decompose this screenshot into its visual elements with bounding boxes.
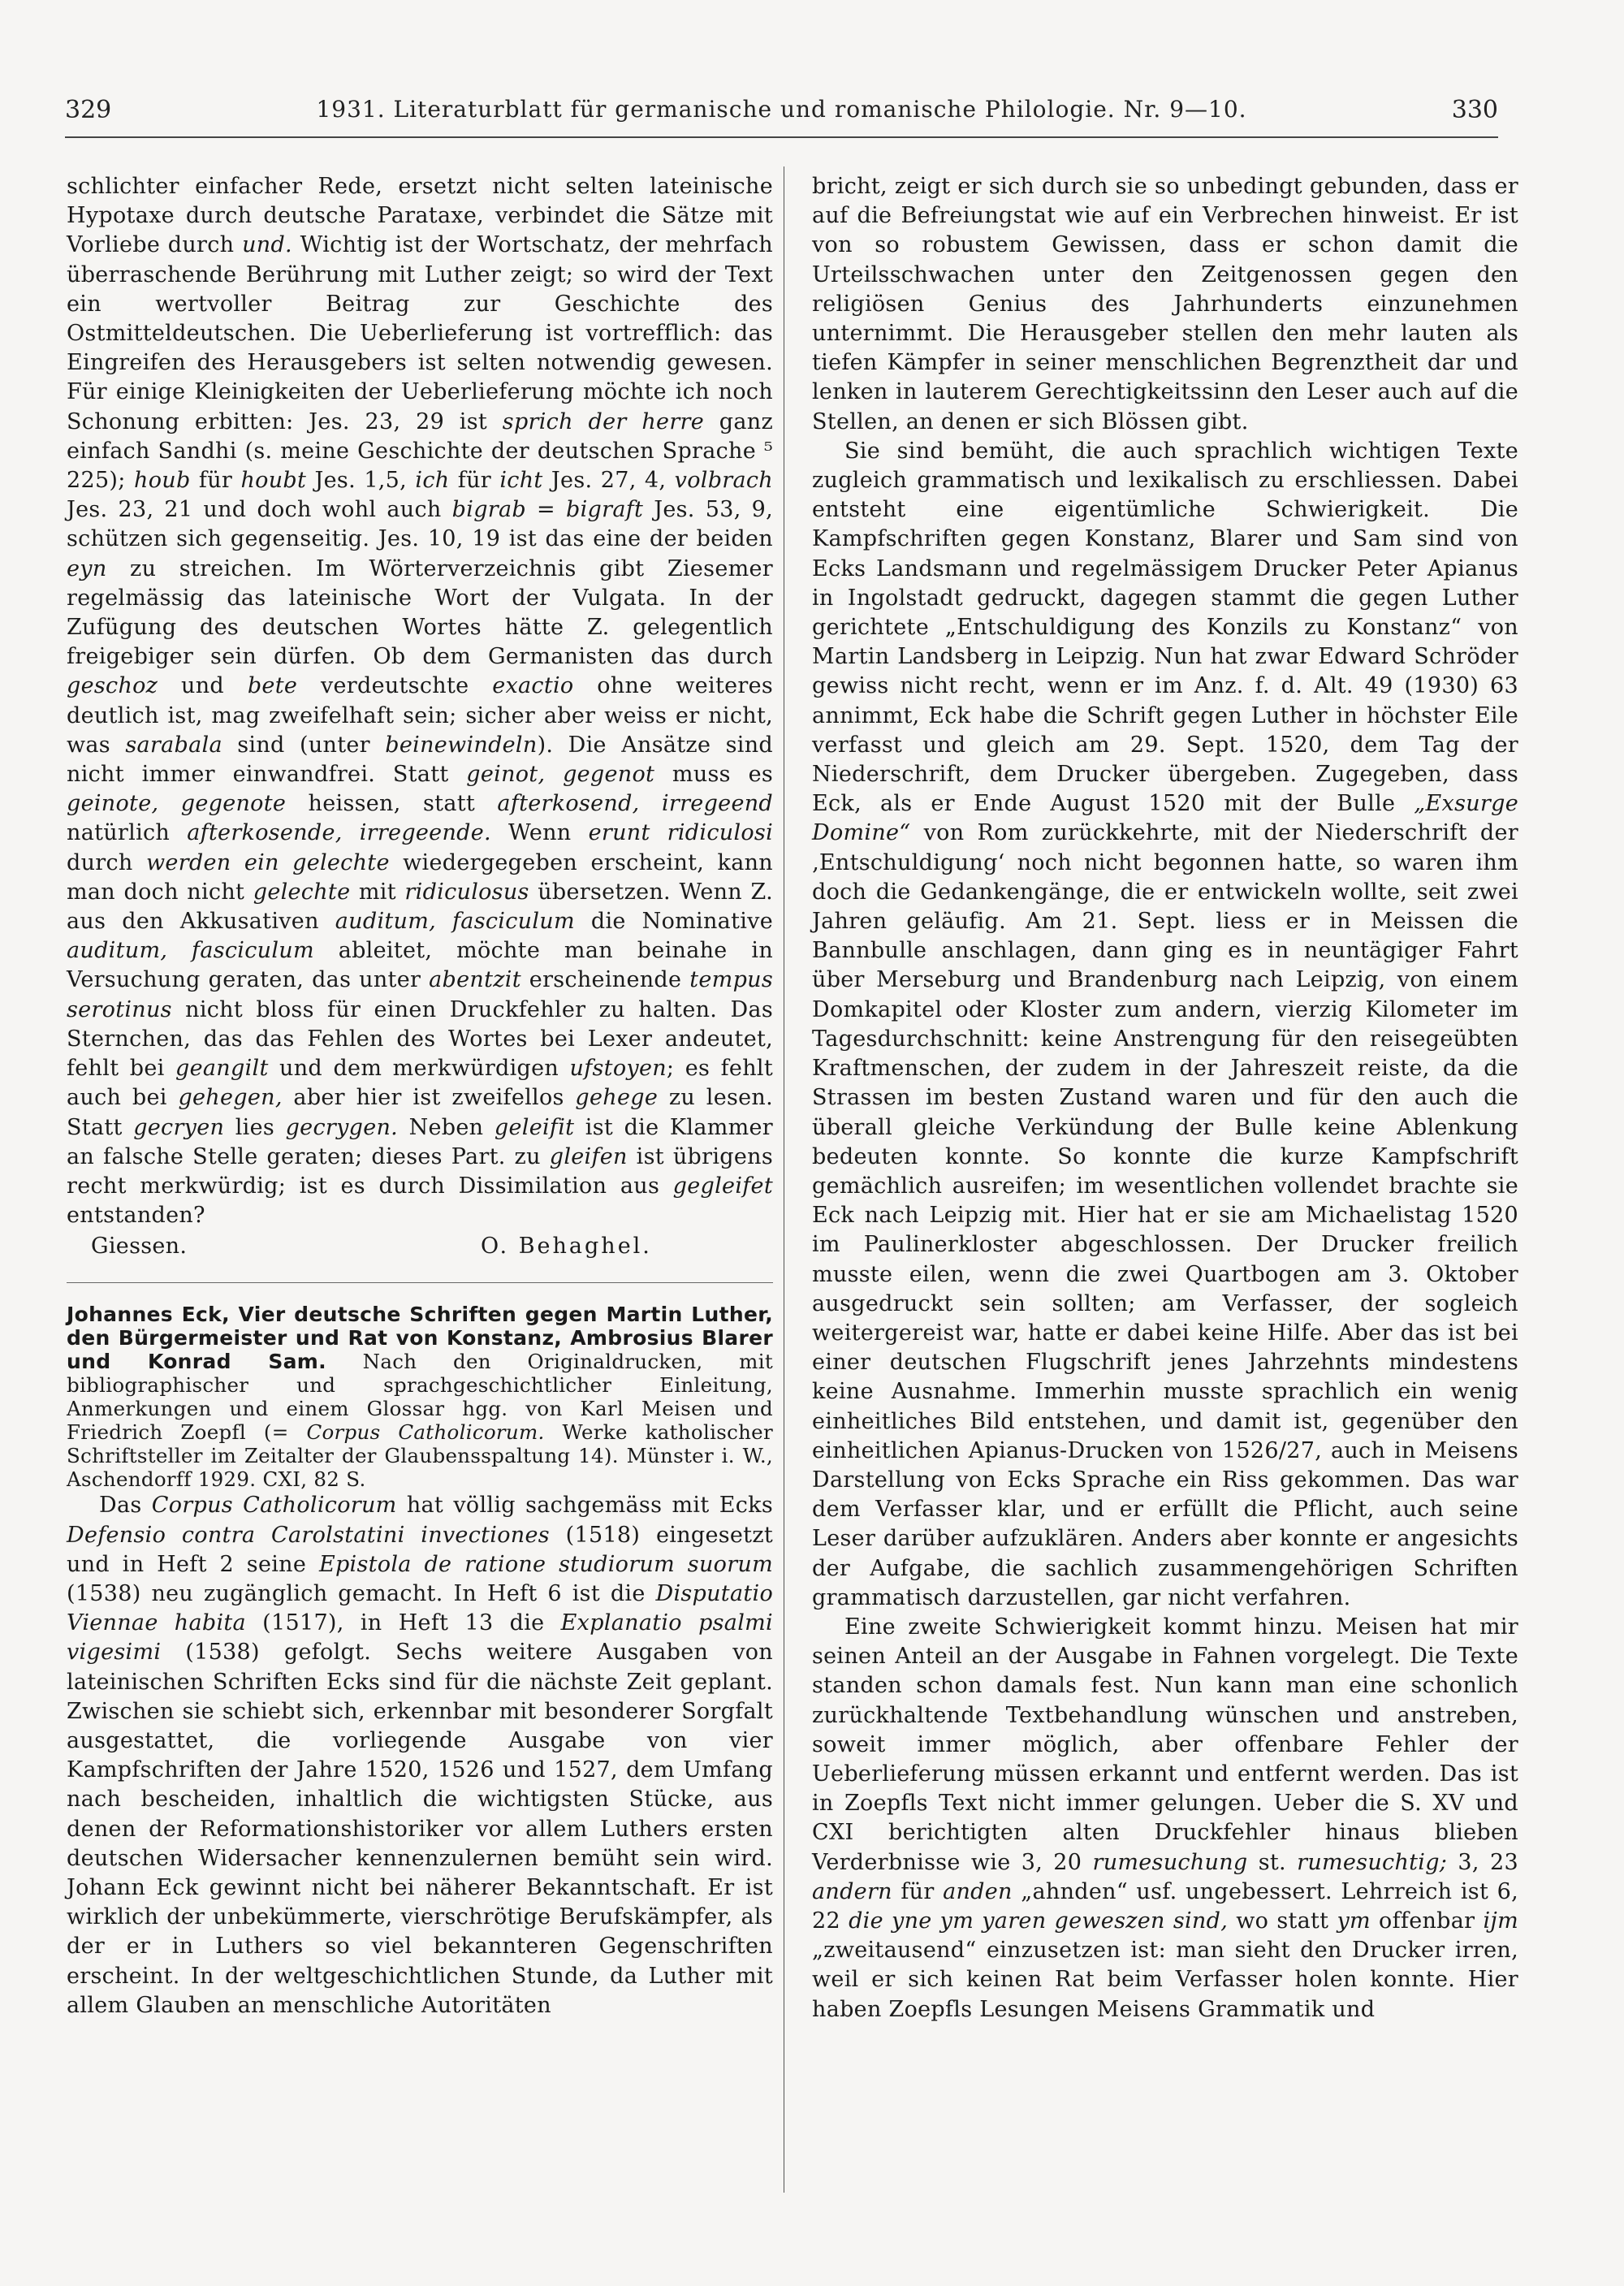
italic-term: geangilt bbox=[175, 1056, 269, 1082]
signature-author: O. Behaghel. bbox=[481, 1234, 652, 1260]
italic-term: werden ein gelechte bbox=[145, 849, 390, 875]
text-run: hat völlig sachgemäss mit Ecks bbox=[396, 1493, 773, 1519]
italic-term: gehegen, bbox=[178, 1085, 283, 1111]
italic-term: erunt ridiculosi bbox=[588, 820, 774, 846]
page-number-left: 329 bbox=[65, 96, 112, 124]
italic-term: andern bbox=[812, 1878, 892, 1904]
italic-term: afterkosende, irregeende. bbox=[187, 820, 491, 846]
italic-term: abentzit bbox=[429, 967, 521, 993]
italic-term: gleifen bbox=[549, 1143, 628, 1169]
running-title: 1931. Literaturblatt für germanische und romanische Philologie. Nr. 9—10. bbox=[316, 96, 1247, 123]
text-run: (1518) eingesetzt und in Heft 2 seine bbox=[67, 1522, 774, 1577]
italic-term: beinewindeln bbox=[385, 732, 538, 758]
text-run: Neben bbox=[398, 1114, 495, 1140]
text-run: ). Die Ansätze sind nicht immer einwandfrei. Statt bbox=[67, 732, 773, 788]
italic-term: volbrach bbox=[674, 468, 773, 494]
italic-term: ym bbox=[1337, 1908, 1371, 1934]
italic-term: gehege bbox=[575, 1085, 659, 1111]
italic-term: ijm bbox=[1483, 1908, 1518, 1934]
italic-term: Epistola de ratione studiorum suorum bbox=[318, 1551, 773, 1577]
signature-line bbox=[67, 1232, 773, 1264]
italic-term: bete bbox=[247, 673, 298, 699]
text-run: schlichter einfacher Rede, ersetzt nicht selten lateinische Hypotaxe durch deutsche Parataxe, verbindet die Sätze mit Vorliebe durch bbox=[67, 174, 773, 258]
italic-term: Explanatio psalmi vigesimi bbox=[67, 1610, 773, 1666]
text-run: offenbar bbox=[1370, 1908, 1484, 1934]
section-divider bbox=[67, 1282, 773, 1283]
text-run: (1517), in Heft 13 die bbox=[245, 1610, 561, 1636]
italic-term: icht bbox=[499, 468, 543, 494]
italic-term: eyn bbox=[67, 555, 107, 581]
italic-term: ufstoyen bbox=[569, 1056, 667, 1082]
text-run: wiedergegeben erscheint, kann man doch nicht bbox=[67, 849, 773, 905]
text-run: natürlich bbox=[67, 820, 188, 846]
italic-term: houbt bbox=[240, 468, 307, 494]
italic-term: anden bbox=[943, 1878, 1013, 1904]
text-run: Jes. 53, 9, schützen sich gegenseitig. Jes. 10, 19 ist das eine der beiden bbox=[67, 497, 773, 552]
text-run: verdeutschte bbox=[297, 673, 493, 699]
header-rule bbox=[65, 136, 1498, 138]
italic-term: rumesuchung bbox=[1092, 1849, 1248, 1875]
text-run: Wichtig ist der Wortschatz, der mehrfach überraschende Berührung mit Luther zeigt; so wird der Text ein wertvoller Beitrag zur Geschichte des Ostmitteldeutschen. Die Ueberlieferung ist vortrefflich: das Eingreifen des Herausgebers ist selten notwendig gewesen. Für einige Kleinigkeiten der Ueberlieferung möchte ich noch Schonung erbitten: Jes. 23, 29 ist bbox=[67, 232, 773, 434]
text-run: für bbox=[892, 1878, 944, 1904]
text-run: ; es fehlt auch bei bbox=[67, 1056, 773, 1111]
text-run: die Nominative bbox=[574, 909, 773, 935]
text-run: Eine zweite Schwierigkeit kommt hinzu. Meisen hat mir seinen Anteil an der Ausgabe in Fahnen vorgelegt. Die Texte standen schon damals fest. Nun kann man eine schonlich zurückhaltende Textbehandlung wünschen und anstreben, soweit immer möglich, aber offenbare Fehler der Ueberlieferung müssen erkannt und entfernt werden. Das ist in Zoepfls Text nicht immer gelungen. Ueber die S. XV und CXI berichtigten alten Druckfehler hinaus blieben Verderbnisse wie 3, 20 bbox=[812, 1614, 1518, 1875]
italic-term: geschoz bbox=[67, 673, 158, 699]
italic-term: Corpus Catholicorum. bbox=[306, 1420, 545, 1445]
signature-place: Giessen. bbox=[91, 1234, 188, 1260]
italic-term: Disputatio Viennae habita bbox=[67, 1580, 773, 1636]
text-run: ohne weiteres deutlich ist, mag zweifelhaft sein; sicher aber weiss er nicht, was bbox=[67, 673, 774, 758]
left-paragraph-1 bbox=[67, 172, 773, 1230]
text-run: st. bbox=[1247, 1849, 1298, 1875]
text-run: übersetzen. Wenn Z. aus den Akkusativen bbox=[67, 879, 773, 935]
text-run: Wenn bbox=[490, 820, 589, 846]
review-paragraph-1 bbox=[67, 1491, 773, 2020]
text-run: erscheinende bbox=[520, 967, 690, 993]
text-run: (1538) neu zugänglich gemacht. In Heft 6 ist die bbox=[67, 1580, 656, 1606]
text-run: ganz einfach Sandhi (s. meine Geschichte der deutschen Sprache ⁵ 225); bbox=[67, 408, 773, 494]
italic-term: rumesuchtig; bbox=[1297, 1849, 1448, 1875]
left-column bbox=[67, 172, 773, 2020]
italic-term: sarabala bbox=[125, 732, 222, 758]
italic-term: gegleifet bbox=[672, 1173, 773, 1199]
text-run: Werke katholischer Schriftsteller im Zeitalter der Glaubensspaltung 14). Münster i. W., Aschendorff 1929. CXI, 82 S. bbox=[67, 1420, 773, 1492]
text-run: durch bbox=[67, 849, 146, 875]
page-number-right: 330 bbox=[1451, 96, 1498, 124]
text-run: „zweitausend“ einzusetzen ist: man sieht den Drucker irren, weil er sich keinen Rat beim Verfasser holen konnte. Hier haben Zoepfls Lesungen Meisens Grammatik und bbox=[812, 1938, 1518, 2022]
italic-term: gecryen bbox=[133, 1114, 225, 1140]
text-run: (1538) gefolgt. Sechs weitere Ausgaben von lateinischen Schriften Ecks sind für die nächste Zeit geplant. Zwischen sie schiebt sich, erkennbar mit besonderer Sorgfalt ausgestattet, die vorliegende Ausgabe von vier Kampfschriften der Jahre 1520, 1526 und 1527, dem Umfang nach bescheiden, inhaltlich die wichtigsten Stücke, aus denen der Reformationshistoriker vor allem Luthers ersten deutschen Widersacher kennenzulernen bemüht sein wird. Johann Eck gewinnt nicht bei näherer Bekanntschaft. Er ist wirklich der unbekümmerte, vierschrötige Berufskämpfer, als der er in Luthers so viel bekannteren Gegenschriften erscheint. In der weltgeschichtlichen Stunde, da Luther mit allem Glauben an menschliche Autoritäten bbox=[67, 1640, 773, 2018]
italic-term: Corpus Catholicorum bbox=[151, 1493, 397, 1519]
italic-term: ridiculosus bbox=[404, 879, 529, 905]
text-run: ist übrigens recht merkwürdig; ist es durch Dissimilation aus bbox=[67, 1143, 773, 1199]
text-run: mit bbox=[350, 879, 405, 905]
text-run: und bbox=[158, 673, 248, 699]
text-run: heissen, statt bbox=[286, 791, 498, 817]
italic-term: geleifit bbox=[494, 1114, 575, 1140]
right-paragraph-3 bbox=[812, 1613, 1518, 2025]
italic-term: sprich der herre bbox=[502, 408, 705, 434]
italic-term: houb bbox=[134, 468, 191, 494]
text-run: Nach den Originaldrucken, mit bibliographischer und sprachgeschichtlicher Einleitung, Anmerkungen und einem Glossar hgg. von Karl Meisen und Friedrich Zoepfl (= bbox=[67, 1350, 773, 1445]
text-run: Jes. 1,5, bbox=[306, 468, 416, 494]
text-run: entstanden? bbox=[67, 1203, 205, 1229]
italic-term: ich bbox=[415, 468, 450, 494]
italic-term: geinot, gegenot bbox=[466, 762, 655, 788]
text-run: und dem merkwürdigen bbox=[268, 1056, 570, 1082]
text-run: zu streichen. Im Wörterverzeichnis gibt Ziesemer regelmässig das lateinische Wort der Vulgata. In der Zufügung des deutschen Wortes hätte Z. gelegentlich freigebiger sein dürfen. Ob dem Germanisten das durch bbox=[67, 555, 773, 670]
italic-term: gecrygen. bbox=[285, 1114, 399, 1140]
text-run: von Rom zurückkehrte, mit der Niederschrift der ‚Entschuldigung‘ noch nicht begonnen hatte, so waren ihm doch die Gedankengänge, die er entwickeln wollte, seit zwei Jahren geläufig. Am 21. Sept. liess er in Meissen die Bannbulle anschlagen, dann ging es in neuntägiger Fahrt über Merseburg und Brandenburg nach Leipzig, von einem Domkapitel oder Kloster zum andern, vierzig Kilometer im Tagesdurchschnitt: keine Anstrengung für den reisegeübten Kraftmenschen, der zudem in der Jahreszeit reiste, da die Strassen im besten Zustand waren und für den auch die überall gleiche Verkündung der Bulle keine Ablenkung bedeuten konnte. So konnte die kurze Kampfschrift gemächlich ausreifen; im wesentlichen vollendet brachte sie Eck nach Leipzig mit. Hier hat er sie am Michaelistag 1520 im Paulinerkloster abgeschlossen. Der Drucker freilich musste eilen, wenn die zwei Quartbogen am 3. Oktober ausgedruckt sein sollten; am Verfasser, der sogleich weitergereist war, hatte er dabei keine Hilfe. Aber das ist bei einer deutschen Flugschrift jenes Jahrzehnts mindestens keine Ausnahme. Immerhin musste sprachlich ein wenig einheitliches Bild entstehen, und damit ist, gegenüber den einheitlichen Apianus-Drucken von 1526/27, auch in Meisens Darstellung von Ecks Sprache ein Riss gekommen. Das war dem Verfasser klar, und er erfüllt die Pflicht, auch seine Leser darüber aufzuklären. Anders aber konnte er angesichts der Aufgabe, die sachlich zusammengehörigen Schriften grammatisch darzustellen, gar nicht verfahren. bbox=[812, 820, 1518, 1610]
text-run: wo statt bbox=[1228, 1908, 1337, 1934]
italic-term: auditum, fasciculum bbox=[67, 938, 314, 964]
italic-term: geinote, gegenote bbox=[67, 791, 287, 817]
right-paragraph-1 bbox=[812, 172, 1518, 437]
text-run: nicht bloss für einen Druckfehler zu halten. Das Sternchen, das das Fehlen des Wortes bei Lexer andeutet, fehlt bei bbox=[67, 996, 773, 1082]
text-run: Das bbox=[99, 1493, 152, 1519]
italic-term: exactio bbox=[492, 673, 574, 699]
right-column bbox=[812, 172, 1518, 2025]
text-run: Sie sind bemüht, die auch sprachlich wichtigen Texte zugleich grammatisch und lexikalisch zu erschliessen. Dabei entsteht eine eigentümliche Schwierigkeit. Die Kampfschriften gegen Konstanz, Blarer und Sam sind von Ecks Landsmann und regelmässigem Drucker Peter Apianus in Ingolstadt gedruckt, dagegen stammt die gegen Luther gerichtete „Entschuldigung des Konzils zu Konstanz“ von Martin Landsberg in Leipzig. Nun hat zwar Edward Schröder gewiss nicht recht, wenn er im Anz. f. d. Alt. 49 (1930) 63 annimmt, Eck habe die Schrift gegen Luther in höchster Eile verfasst und gleich am 29. Sept. 1520, dem Tag der Niederschrift, dem Drucker übergeben. Zugegeben, dass Eck, als er Ende August 1520 mit der Bulle bbox=[812, 438, 1518, 817]
italic-term: und. bbox=[242, 232, 292, 258]
text-run: Jes. 23, 21 und doch wohl auch bbox=[67, 497, 452, 523]
right-paragraph-2 bbox=[812, 437, 1518, 1613]
text-run: für bbox=[190, 468, 241, 494]
text-run: sind (unter bbox=[222, 732, 386, 758]
italic-term: gelechte bbox=[253, 879, 351, 905]
italic-term: auditum, fasciculum bbox=[335, 909, 575, 935]
text-run: aber hier ist zweifellos bbox=[282, 1085, 576, 1111]
page-header bbox=[65, 88, 1498, 130]
italic-term: „Exsurge Domine“ bbox=[812, 791, 1518, 846]
text-run: muss es bbox=[654, 762, 774, 788]
italic-term: tempus serotinus bbox=[67, 967, 774, 1022]
text-run: ist die Klammer an falsche Stelle geraten; dieses Part. zu bbox=[67, 1114, 774, 1169]
text-run: ableitet, möchte man beinahe in Versuchung geraten, das unter bbox=[67, 938, 774, 993]
text-run: 3, 23 bbox=[1447, 1849, 1518, 1875]
italic-term: afterkosend, irregeend bbox=[497, 791, 773, 817]
italic-term: bigrab = bigraft bbox=[451, 497, 644, 523]
italic-term: die yne ym yaren geweszen sind, bbox=[849, 1908, 1229, 1934]
text-run: zu lesen. Statt bbox=[67, 1085, 773, 1140]
text-run: für bbox=[449, 468, 500, 494]
text-run: Jes. 27, 4, bbox=[542, 468, 675, 494]
italic-term: Defensio contra Carolstatini invectiones bbox=[67, 1522, 550, 1548]
review-heading bbox=[67, 1303, 773, 1491]
text-run: bricht, zeigt er sich durch sie so unbedingt gebunden, dass er auf die Befreiungstat wie auf ein Verbrechen hinweist. Er ist von so robustem Gewissen, dass er schon damit die Urteilsschwachen unter den Zeitgenossen gegen den religiösen Genius des Jahrhunderts einzunehmen unternimmt. Die Herausgeber stellen den mehr lauten als tiefen Kämpfer in seiner menschlichen Begrenztheit dar und lenken in lauterem Gerechtigkeitssinn den Leser auch auf die Stellen, an denen er sich Blössen gibt. bbox=[812, 174, 1518, 434]
text-run: lies bbox=[224, 1114, 286, 1140]
bold-title: Johannes Eck, Vier deutsche Schriften gegen Martin Luther, den Bürgermeister und Rat von Konstanz, Ambrosius Blarer und Konrad Sam. bbox=[67, 1303, 773, 1374]
text-run: „ahnden“ usf. ungebessert. Lehrreich ist 6, 22 bbox=[812, 1878, 1518, 1934]
